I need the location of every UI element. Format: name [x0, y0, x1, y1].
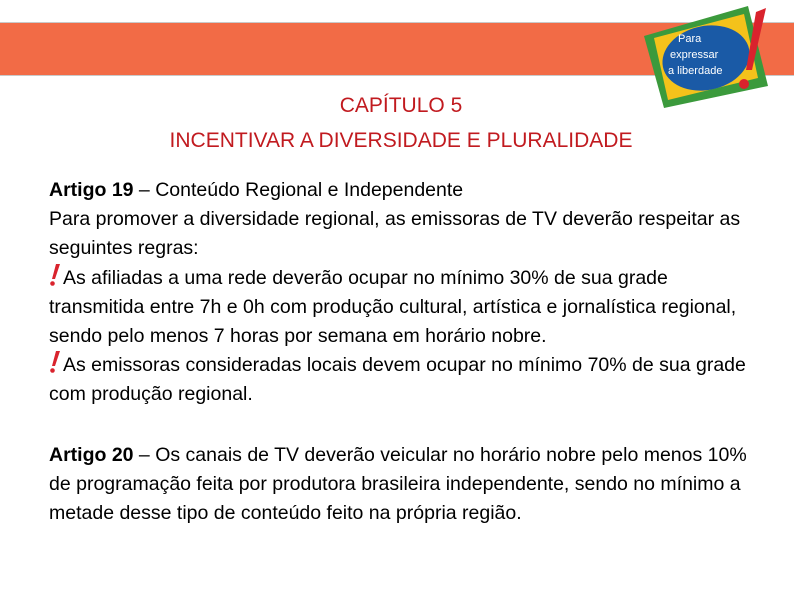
logo-line1: Para [678, 33, 702, 45]
chapter-subtitle: INCENTIVAR A DIVERSIDADE E PLURALIDADE [169, 129, 633, 152]
article20-label: Artigo 20 [49, 443, 134, 466]
article19-label: Artigo 19 [49, 179, 134, 201]
article19-bullet-2 [49, 351, 759, 409]
article19-intro: Para promover a diversidade regional, as emissoras de TV deverão respeitar as seguintes regras: [49, 208, 741, 260]
article20-text: – Os canais de TV deverão veicular no horário nobre pelo menos 10% de programação feita por produtora brasileira independente, sendo no mínimo a metade desse tipo de conteúdo feito na própria região. [49, 443, 747, 525]
exclamation-icon [49, 264, 61, 286]
logo-line2: expressar [670, 49, 719, 61]
article20-paragraph [49, 441, 759, 529]
article19-heading [49, 176, 759, 205]
article19-bullet-1 [49, 264, 759, 352]
main-content [49, 176, 759, 528]
article19-heading-text: – Conteúdo Regional e Independente [133, 179, 464, 201]
spacer [49, 410, 759, 441]
bullet-text: As afiliadas a uma rede deverão ocupar no mínimo 30% de sua grade transmitida entre 7h e 0h com produção cultural, artística e jornalística regional, sendo pelo menos 7 horas por semana em horário nobre. [49, 266, 737, 348]
logo-line3: a liberdade [668, 65, 723, 77]
exclamation-icon [49, 351, 61, 373]
bullet-text: As emissoras consideradas locais devem ocupar no mínimo 70% de sua grade com produção regional. [49, 354, 746, 406]
chapter-title: CAPÍTULO 5 [339, 94, 463, 117]
